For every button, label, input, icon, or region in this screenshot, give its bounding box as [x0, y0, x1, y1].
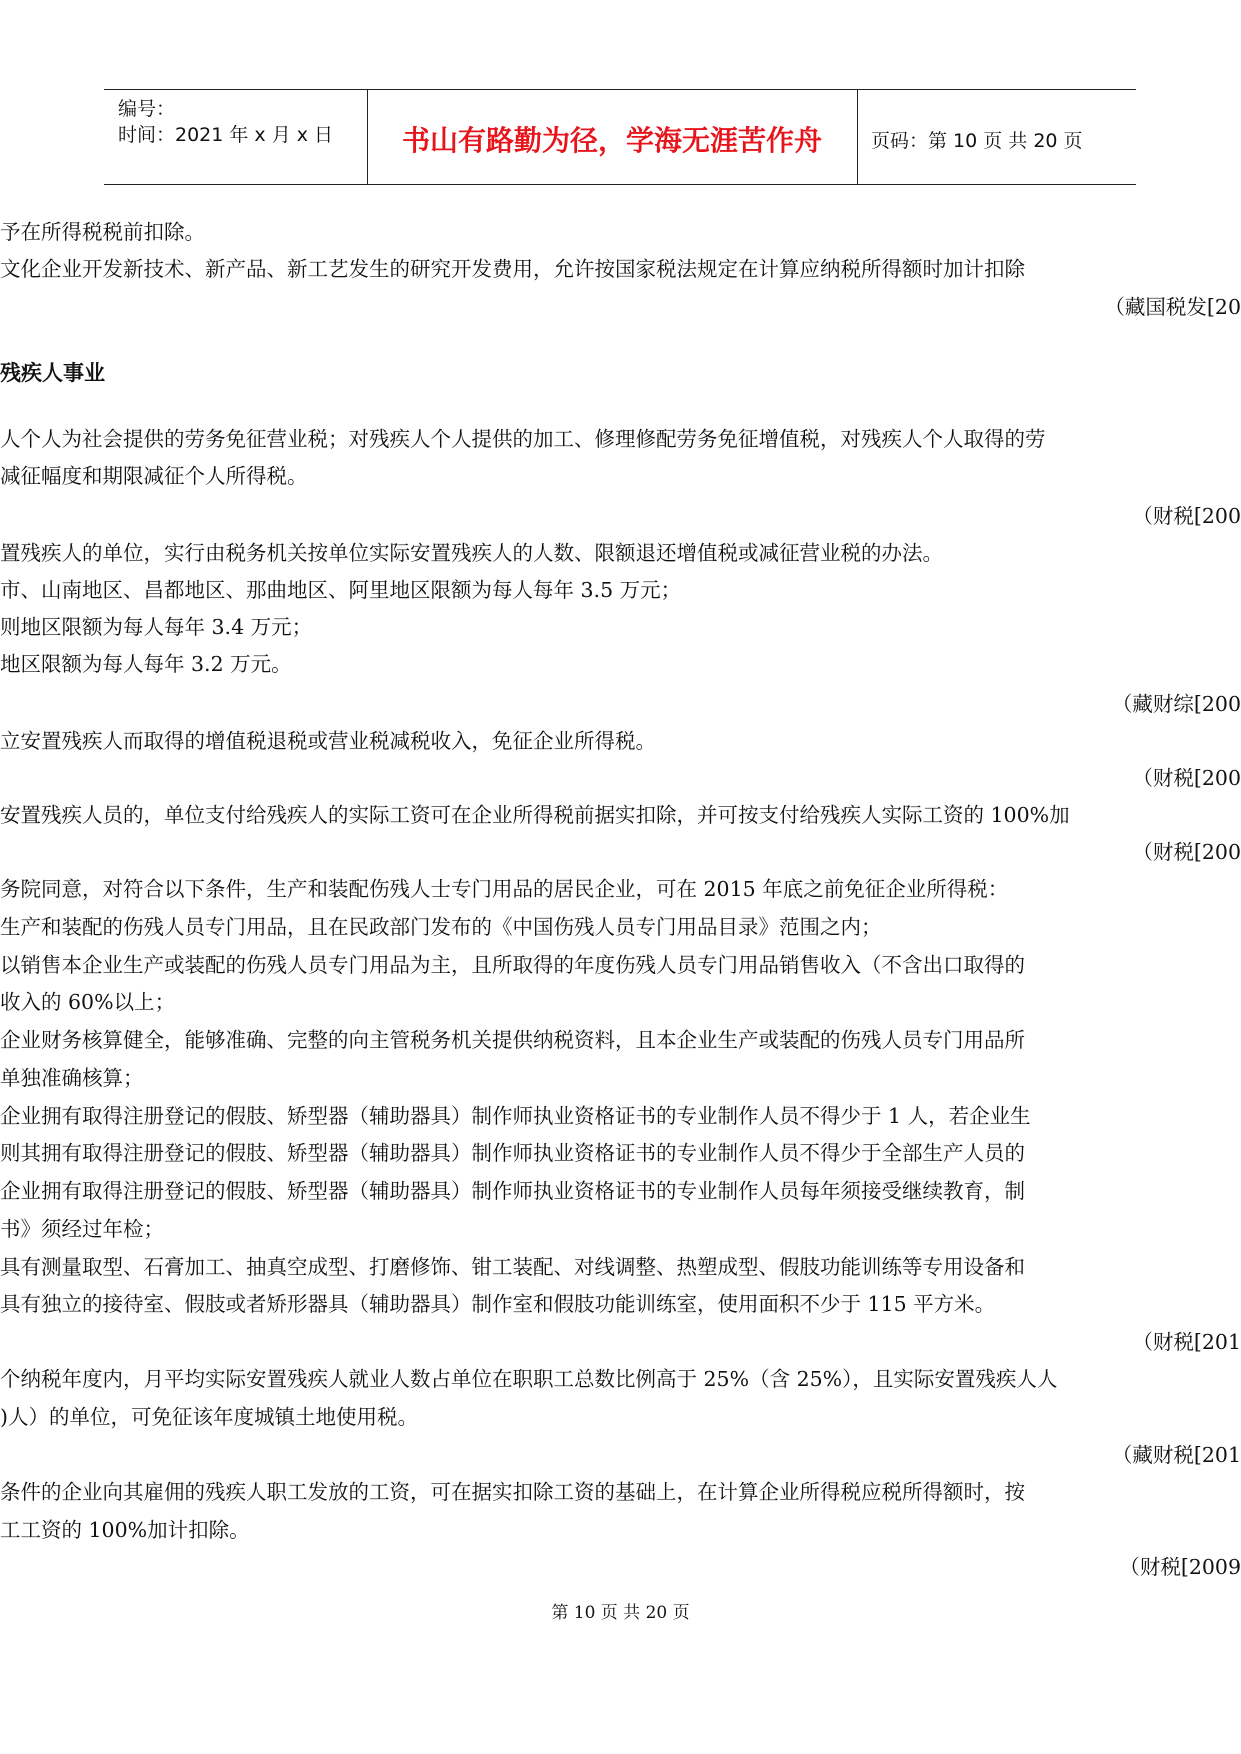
- section-heading: 残疾人事业: [0, 361, 105, 385]
- body-line: )人）的单位，可免征该年度城镇土地使用税。: [0, 1405, 418, 1429]
- body-line: 予在所得税税前扣除。: [0, 220, 205, 244]
- body-line: 个纳税年度内，月平均实际安置残疾人就业人数占单位在职职工总数比例高于 25%（含 25%），且实际安置残疾人人: [0, 1367, 1058, 1391]
- body-line: 则地区限额为每人每年 3.4 万元；: [0, 615, 313, 639]
- body-line: 则其拥有取得注册登记的假肢、矫型器（辅助器具）制作师执业资格证书的专业制作人员不得少于全部生产人员的: [0, 1141, 1025, 1165]
- page-footer: 第 10 页 共 20 页: [551, 1603, 690, 1623]
- body-line: 减征幅度和期限减征个人所得税。: [0, 464, 308, 488]
- body-line: 收入的 60%以上；: [0, 990, 176, 1014]
- body-line: 工工资的 100%加计扣除。: [0, 1518, 250, 1542]
- citation-line: （藏财综[200: [1111, 692, 1241, 716]
- doc-time-label: 时间：2021 年 x 月 x 日: [118, 124, 334, 146]
- citation-line: （财税[200: [1132, 840, 1241, 864]
- body-line: 条件的企业向其雇佣的残疾人职工发放的工资，可在据实扣除工资的基础上，在计算企业所得税应税所得额时，按: [0, 1480, 1025, 1504]
- doc-number-label: 编号：: [118, 98, 176, 120]
- citation-line: （财税[200: [1132, 504, 1241, 528]
- body-line: 企业拥有取得注册登记的假肢、矫型器（辅助器具）制作师执业资格证书的专业制作人员每年须接受继续教育，制: [0, 1179, 1025, 1203]
- body-line: 务院同意，对符合以下条件，生产和装配伤残人士专门用品的居民企业，可在 2015 年底之前免征企业所得税：: [0, 877, 1009, 901]
- body-line: 企业财务核算健全，能够准确、完整的向主管税务机关提供纳税资料，且本企业生产或装配的伤残人员专门用品所: [0, 1028, 1025, 1052]
- body-line: 企业拥有取得注册登记的假肢、矫型器（辅助器具）制作师执业资格证书的专业制作人员不得少于 1 人，若企业生: [0, 1104, 1031, 1128]
- header-motto: 书山有路勤为径，学海无涯苦作舟: [401, 124, 822, 157]
- body-line: 地区限额为每人每年 3.2 万元。: [0, 652, 292, 676]
- citation-line: （财税[2009: [1119, 1555, 1241, 1579]
- body-line: 以销售本企业生产或装配的伤残人员专门用品为主，且所取得的年度伤残人员专门用品销售收入（不含出口取得的: [0, 953, 1025, 977]
- body-line: 人个人为社会提供的劳务免征营业税；对残疾人个人提供的加工、修理修配劳务免征增值税，对残疾人个人取得的劳: [0, 427, 1046, 451]
- body-line: 立安置残疾人而取得的增值税退税或营业税减税收入，免征企业所得税。: [0, 729, 656, 753]
- body-line: 书》须经过年检；: [0, 1217, 164, 1241]
- citation-line: （藏财税[201: [1111, 1443, 1241, 1467]
- citation-line: （财税[200: [1132, 766, 1241, 790]
- body-line: 具有独立的接待室、假肢或者矫形器具（辅助器具）制作室和假肢功能训练室，使用面积不少于 115 平方米。: [0, 1292, 996, 1316]
- citation-line: （财税[201: [1132, 1330, 1241, 1354]
- citation-line: （藏国税发[20: [1104, 295, 1241, 319]
- body-line: 单独准确核算；: [0, 1066, 144, 1090]
- header-page-code: 页码：第 10 页 共 20 页: [871, 130, 1083, 152]
- body-line: 安置残疾人员的，单位支付给残疾人的实际工资可在企业所得税前据实扣除，并可按支付给残疾人实际工资的 100%加: [0, 803, 1070, 827]
- body-line: 文化企业开发新技术、新产品、新工艺发生的研究开发费用，允许按国家税法规定在计算应纳税所得额时加计扣除: [0, 257, 1025, 281]
- body-line: 具有测量取型、石膏加工、抽真空成型、打磨修饰、钳工装配、对线调整、热塑成型、假肢功能训练等专用设备和: [0, 1255, 1025, 1279]
- body-line: 生产和装配的伤残人员专门用品，且在民政部门发布的《中国伤残人员专门用品目录》范围之内；: [0, 915, 882, 939]
- body-line: 置残疾人的单位，实行由税务机关按单位实际安置残疾人的人数、限额退还增值税或减征营业税的办法。: [0, 541, 943, 565]
- body-line: 市、山南地区、昌都地区、那曲地区、阿里地区限额为每人每年 3.5 万元；: [0, 578, 682, 602]
